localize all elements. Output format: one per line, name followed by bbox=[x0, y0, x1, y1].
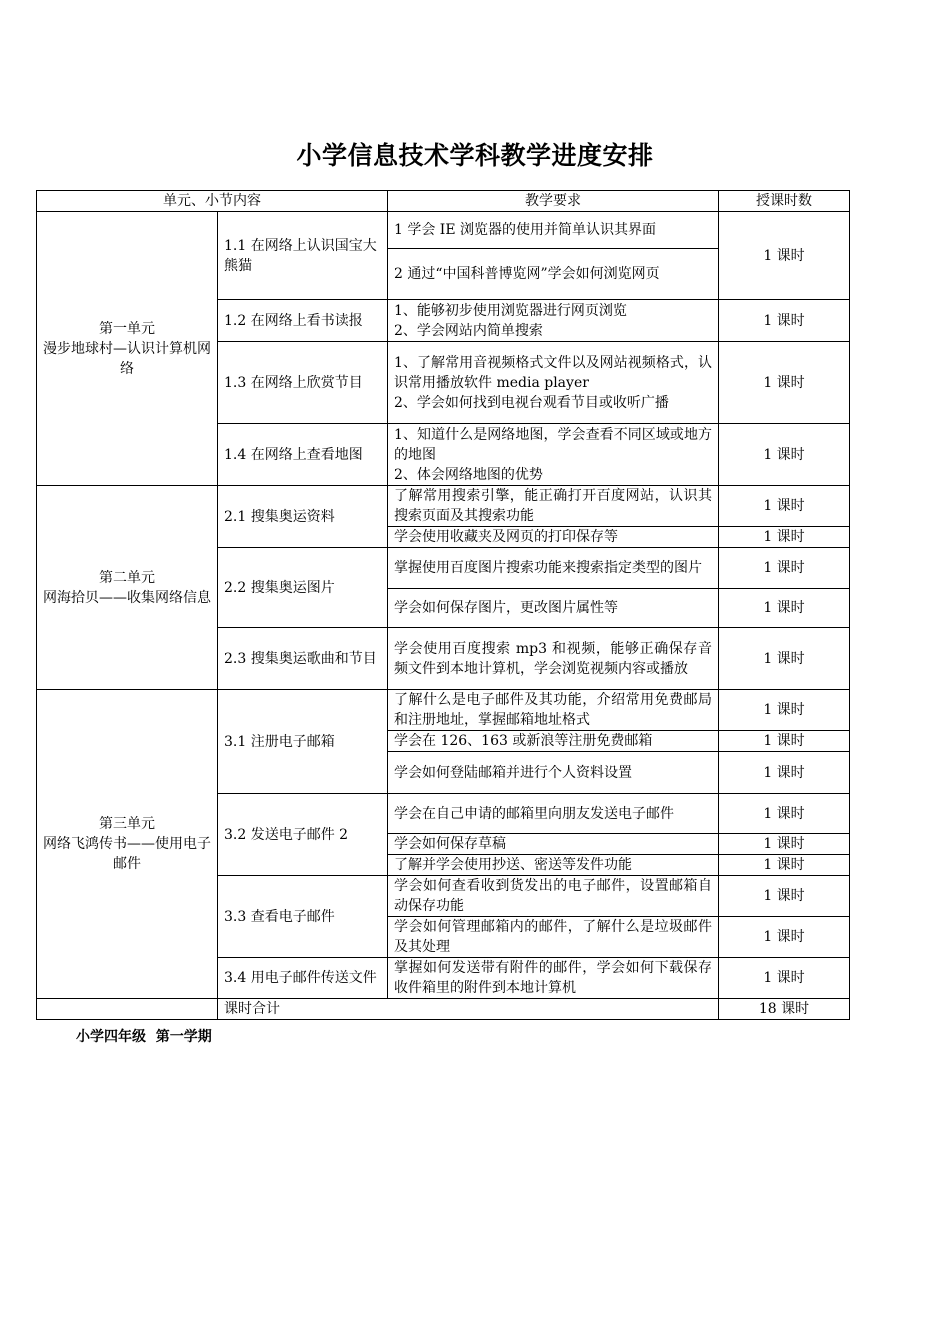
hours-cell: 1 课时 bbox=[719, 958, 850, 999]
requirement-cell: 学会如何保存图片，更改图片属性等 bbox=[388, 589, 719, 628]
table-row bbox=[37, 486, 850, 527]
requirement-cell: 学会如何管理邮箱内的邮件，了解什么是垃圾邮件及其处理 bbox=[388, 917, 719, 958]
hours-cell: 1 课时 bbox=[719, 917, 850, 958]
unit-1-cell bbox=[37, 212, 218, 486]
section-3-3: 3.3 查看电子邮件 bbox=[218, 876, 388, 958]
requirement-cell: 了解什么是电子邮件及其功能，介绍常用免费邮局和注册地址，掌握邮箱地址格式 bbox=[388, 690, 719, 731]
requirement-cell: 学会使用百度搜索 mp3 和视频，能够正确保存音频文件到本地计算机，学会浏览视频内容或播放 bbox=[388, 628, 719, 690]
section-3-1: 3.1 注册电子邮箱 bbox=[218, 690, 388, 794]
hours-cell: 1 课时 bbox=[719, 548, 850, 589]
schedule-table bbox=[36, 190, 850, 1020]
section-1-4: 1.4 在网络上查看地图 bbox=[218, 424, 388, 486]
section-3-2: 3.2 发送电子邮件 2 bbox=[218, 794, 388, 876]
requirement-cell: 学会如何查看收到货发出的电子邮件，设置邮箱自动保存功能 bbox=[388, 876, 719, 917]
requirement-cell: 学会在自己申请的邮箱里向朋友发送电子邮件 bbox=[388, 794, 719, 834]
hours-cell: 1 课时 bbox=[719, 424, 850, 486]
hours-cell: 1 课时 bbox=[719, 300, 850, 342]
header-hours: 授课时数 bbox=[719, 191, 850, 212]
requirement-cell: 掌握如何发送带有附件的邮件，学会如何下载保存收件箱里的附件到本地计算机 bbox=[388, 958, 719, 999]
section-3-4: 3.4 用电子邮件传送文件 bbox=[218, 958, 388, 999]
unit-3-name: 第三单元 网络飞鸿传书——使用电子邮件 bbox=[43, 816, 211, 872]
requirement-cell: 了解并学会使用抄送、密送等发件功能 bbox=[388, 855, 719, 876]
requirement-cell: 学会在 126、163 或新浪等注册免费邮箱 bbox=[388, 731, 719, 752]
header-requirement: 教学要求 bbox=[388, 191, 719, 212]
hours-cell: 1 课时 bbox=[719, 527, 850, 548]
table-row bbox=[37, 212, 850, 249]
hours-cell: 1 课时 bbox=[719, 855, 850, 876]
requirement-cell: 1 学会 IE 浏览器的使用并简单认识其界面 bbox=[388, 212, 719, 249]
hours-cell: 1 课时 bbox=[719, 731, 850, 752]
total-value: 18 课时 bbox=[719, 999, 850, 1020]
page-title: 小学信息技术学科教学进度安排 bbox=[296, 141, 654, 170]
hours-cell: 1 课时 bbox=[719, 628, 850, 690]
unit-3-cell bbox=[37, 690, 218, 999]
requirement-cell: 学会如何保存草稿 bbox=[388, 834, 719, 855]
requirement-cell: 1、能够初步使用浏览器进行网页浏览 2、学会网站内简单搜索 bbox=[388, 300, 719, 342]
requirement-cell: 1、知道什么是网络地图，学会查看不同区域或地方的地图 2、体会网络地图的优势 bbox=[388, 424, 719, 486]
section-1-3: 1.3 在网络上欣赏节目 bbox=[218, 342, 388, 424]
hours-cell: 1 课时 bbox=[719, 752, 850, 794]
header-content: 单元、小节内容 bbox=[37, 191, 388, 212]
requirement-cell: 学会如何登陆邮箱并进行个人资料设置 bbox=[388, 752, 719, 794]
section-2-1: 2.1 搜集奥运资料 bbox=[218, 486, 388, 548]
total-empty-cell bbox=[37, 999, 218, 1020]
hours-cell: 1 课时 bbox=[719, 834, 850, 855]
hours-cell: 1 课时 bbox=[719, 876, 850, 917]
hours-cell: 1 课时 bbox=[719, 589, 850, 628]
section-2-3: 2.3 搜集奥运歌曲和节目 bbox=[218, 628, 388, 690]
requirement-cell: 掌握使用百度图片搜索功能来搜索指定类型的图片 bbox=[388, 548, 719, 589]
section-1-1: 1.1 在网络上认识国宝大熊猫 bbox=[218, 212, 388, 300]
total-label: 课时合计 bbox=[218, 999, 719, 1020]
section-1-2: 1.2 在网络上看书读报 bbox=[218, 300, 388, 342]
hours-cell: 1 课时 bbox=[719, 794, 850, 834]
unit-1-name: 第一单元 漫步地球村—认识计算机网络 bbox=[43, 320, 211, 377]
requirement-cell: 了解常用搜索引擎，能正确打开百度网站，认识其搜索页面及其搜索功能 bbox=[388, 486, 719, 527]
hours-cell: 1 课时 bbox=[719, 342, 850, 424]
requirement-cell: 2 通过“中国科普博览网”学会如何浏览网页 bbox=[388, 249, 719, 300]
unit-2-cell bbox=[37, 486, 218, 690]
total-row bbox=[37, 999, 850, 1020]
grade-term-note: 小学四年级 第一学期 bbox=[76, 1029, 212, 1045]
section-2-2: 2.2 搜集奥运图片 bbox=[218, 548, 388, 628]
hours-cell: 1 课时 bbox=[719, 486, 850, 527]
table-row bbox=[37, 690, 850, 731]
hours-cell: 1 课时 bbox=[719, 212, 850, 300]
hours-cell: 1 课时 bbox=[719, 690, 850, 731]
header-row bbox=[37, 191, 850, 212]
requirement-cell: 1、了解常用音视频格式文件以及网站视频格式，认识常用播放软件 media player 2、学会如何找到电视台观看节目或收听广播 bbox=[388, 342, 719, 424]
unit-2-name: 第二单元 网海拾贝——收集网络信息 bbox=[43, 569, 211, 606]
requirement-cell: 学会使用收藏夹及网页的打印保存等 bbox=[388, 527, 719, 548]
